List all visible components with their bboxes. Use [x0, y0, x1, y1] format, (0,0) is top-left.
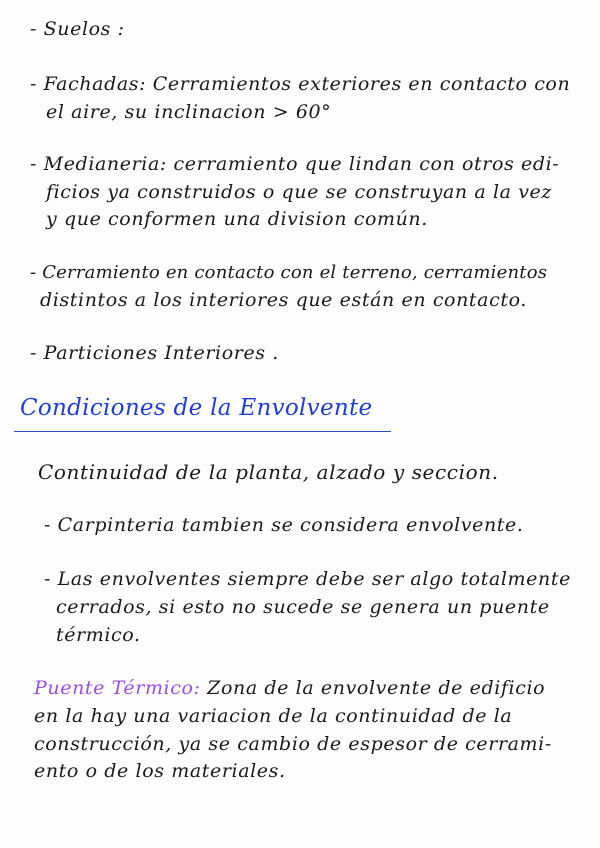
envolventes-line-3: térmico. [56, 624, 141, 646]
continuidad-text: Continuidad de la planta, alzado y seccion. [38, 460, 499, 484]
item-medianeria-line-3: y que conformen una division común. [46, 208, 428, 230]
carpinteria-text: - Carpinteria tambien se considera envolvente. [44, 514, 524, 536]
puente-termico-term: Puente Térmico: [34, 677, 201, 699]
section-heading: Condiciones de la Envolvente [20, 395, 373, 421]
puente-termico-line-3: construcción, ya se cambio de espesor de cerrami- [34, 733, 552, 755]
item-fachadas-line-2: el aire, su inclinacion > 60° [46, 101, 332, 123]
item-fachadas-line-1: - Fachadas: Cerramientos exteriores en contacto con [30, 73, 571, 95]
puente-termico-definition: Zona de la envolvente de edificio [200, 677, 546, 699]
item-terreno-line-2: distintos a los interiores que están en contacto. [40, 289, 527, 311]
item-suelos: - Suelos : [30, 18, 125, 40]
envolventes-line-1: - Las envolventes siempre debe ser algo totalmente [44, 568, 571, 590]
item-terreno-line-1: - Cerramiento en contacto con el terreno, cerramientos [30, 262, 548, 283]
envolventes-line-2: cerrados, si esto no sucede se genera un puente [56, 596, 550, 618]
item-particiones: - Particiones Interiores . [30, 342, 279, 364]
puente-termico-line-4: ento o de los materiales. [34, 760, 286, 782]
puente-termico-line-1 [34, 677, 545, 699]
heading-underline [14, 431, 391, 432]
puente-termico-line-2: en la hay una variacion de la continuidad de la [34, 705, 513, 727]
item-medianeria-line-1: - Medianeria: cerramiento que lindan con otros edi- [30, 153, 560, 175]
item-medianeria-line-2: ficios ya construidos o que se construyan a la vez [46, 181, 553, 203]
